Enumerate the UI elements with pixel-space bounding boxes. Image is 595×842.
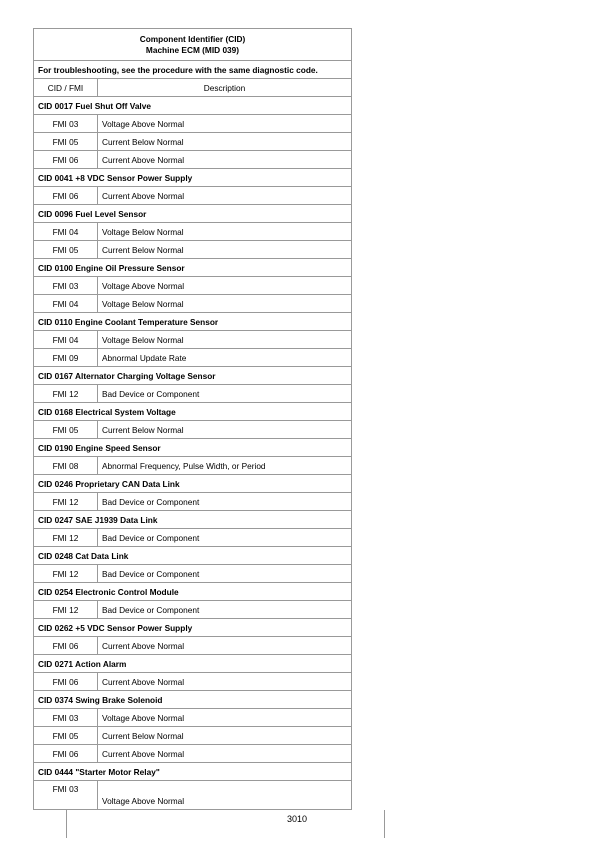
table-row [34, 295, 352, 313]
fmi-description: Voltage Below Normal [98, 223, 352, 241]
cid-group-title: CID 0017 Fuel Shut Off Valve [34, 97, 352, 115]
cid-group-title: CID 0271 Action Alarm [34, 655, 352, 673]
column-header-code: CID / FMI [34, 79, 98, 97]
fmi-description: Current Above Normal [98, 151, 352, 169]
table-row [34, 421, 352, 439]
fmi-code: FMI 12 [34, 601, 98, 619]
cid-group-title: CID 0444 "Starter Motor Relay" [34, 763, 352, 781]
group-row [34, 403, 352, 421]
fmi-description: Bad Device or Component [98, 601, 352, 619]
group-row [34, 439, 352, 457]
fmi-description: Abnormal Update Rate [98, 349, 352, 367]
column-header-description: Description [98, 79, 352, 97]
table-row [34, 601, 352, 619]
group-row [34, 691, 352, 709]
cid-group-title: CID 0246 Proprietary CAN Data Link [34, 475, 352, 493]
fmi-description: Voltage Above Normal [98, 277, 352, 295]
cid-group-title: CID 0190 Engine Speed Sensor [34, 439, 352, 457]
table-row [34, 565, 352, 583]
group-row [34, 367, 352, 385]
cid-group-title: CID 0254 Electronic Control Module [34, 583, 352, 601]
cid-group-title: CID 0247 SAE J1939 Data Link [34, 511, 352, 529]
group-row [34, 583, 352, 601]
column-header-row [34, 79, 352, 97]
fmi-description: Current Below Normal [98, 727, 352, 745]
fmi-code: FMI 09 [34, 349, 98, 367]
group-row [34, 763, 352, 781]
fmi-code: FMI 08 [34, 457, 98, 475]
cid-group-title: CID 0041 +8 VDC Sensor Power Supply [34, 169, 352, 187]
group-row [34, 619, 352, 637]
cid-group-title: CID 0100 Engine Oil Pressure Sensor [34, 259, 352, 277]
fmi-code: FMI 04 [34, 331, 98, 349]
table-continuation [66, 810, 385, 838]
table-row [34, 277, 352, 295]
table-row [34, 151, 352, 169]
fmi-description: Current Above Normal [98, 745, 352, 763]
table-row [34, 745, 352, 763]
group-row [34, 97, 352, 115]
fmi-code: FMI 03 [34, 781, 98, 810]
fmi-code: FMI 05 [34, 241, 98, 259]
table-row [34, 223, 352, 241]
fmi-code: FMI 06 [34, 745, 98, 763]
fmi-description: Voltage Above Normal [98, 709, 352, 727]
fmi-code: FMI 06 [34, 151, 98, 169]
cid-group-title: CID 0096 Fuel Level Sensor [34, 205, 352, 223]
group-row [34, 655, 352, 673]
fmi-code: FMI 12 [34, 529, 98, 547]
fmi-description: Voltage Below Normal [98, 331, 352, 349]
table-title-line1: Component Identifier (CID) [139, 34, 246, 44]
note-row [34, 61, 352, 79]
fmi-code: FMI 03 [34, 115, 98, 133]
fmi-code: FMI 12 [34, 493, 98, 511]
fmi-description: Bad Device or Component [98, 529, 352, 547]
fmi-description: Current Below Normal [98, 421, 352, 439]
table-row [34, 709, 352, 727]
fmi-description: Current Above Normal [98, 673, 352, 691]
fmi-code: FMI 04 [34, 223, 98, 241]
group-row [34, 547, 352, 565]
table-row [34, 727, 352, 745]
group-row [34, 259, 352, 277]
fmi-code: FMI 05 [34, 727, 98, 745]
fmi-code: FMI 04 [34, 295, 98, 313]
fmi-code: FMI 12 [34, 385, 98, 403]
table-title-line2: Machine ECM (MID 039) [145, 45, 240, 55]
fmi-description: Abnormal Frequency, Pulse Width, or Period [98, 457, 352, 475]
table-row [34, 781, 352, 810]
fmi-description: Current Below Normal [98, 133, 352, 151]
fmi-code: FMI 12 [34, 565, 98, 583]
table-title [34, 29, 352, 61]
fmi-code: FMI 06 [34, 187, 98, 205]
cid-group-title: CID 0248 Cat Data Link [34, 547, 352, 565]
table-row [34, 133, 352, 151]
fmi-description: Current Below Normal [98, 241, 352, 259]
fmi-code: FMI 03 [34, 277, 98, 295]
group-row [34, 205, 352, 223]
table-row [34, 385, 352, 403]
cid-document [33, 28, 352, 810]
page-number: 3010 [287, 814, 308, 824]
fmi-description: Voltage Above Normal [98, 115, 352, 133]
group-row [34, 475, 352, 493]
fmi-code: FMI 05 [34, 133, 98, 151]
fmi-description: Voltage Below Normal [98, 295, 352, 313]
fmi-description: Bad Device or Component [98, 385, 352, 403]
table-row [34, 457, 352, 475]
fmi-description: Current Above Normal [98, 637, 352, 655]
troubleshooting-note: For troubleshooting, see the procedure with the same diagnostic code. [34, 61, 352, 79]
table-row [34, 187, 352, 205]
table-row [34, 673, 352, 691]
cid-table [33, 28, 352, 810]
fmi-code: FMI 06 [34, 673, 98, 691]
table-row [34, 331, 352, 349]
fmi-description: Voltage Above Normal [98, 781, 352, 810]
table-row [34, 529, 352, 547]
cid-group-title: CID 0374 Swing Brake Solenoid [34, 691, 352, 709]
title-row [34, 29, 352, 61]
table-row [34, 241, 352, 259]
cid-group-title: CID 0110 Engine Coolant Temperature Sensor [34, 313, 352, 331]
cid-group-title: CID 0262 +5 VDC Sensor Power Supply [34, 619, 352, 637]
table-row [34, 637, 352, 655]
cid-group-title: CID 0168 Electrical System Voltage [34, 403, 352, 421]
cid-group-title: CID 0167 Alternator Charging Voltage Sensor [34, 367, 352, 385]
group-row [34, 169, 352, 187]
fmi-code: FMI 06 [34, 637, 98, 655]
group-row [34, 511, 352, 529]
fmi-description: Current Above Normal [98, 187, 352, 205]
group-row [34, 313, 352, 331]
table-row [34, 115, 352, 133]
fmi-description: Bad Device or Component [98, 565, 352, 583]
fmi-code: FMI 05 [34, 421, 98, 439]
table-row [34, 349, 352, 367]
table-row [34, 493, 352, 511]
fmi-code: FMI 03 [34, 709, 98, 727]
fmi-description: Bad Device or Component [98, 493, 352, 511]
